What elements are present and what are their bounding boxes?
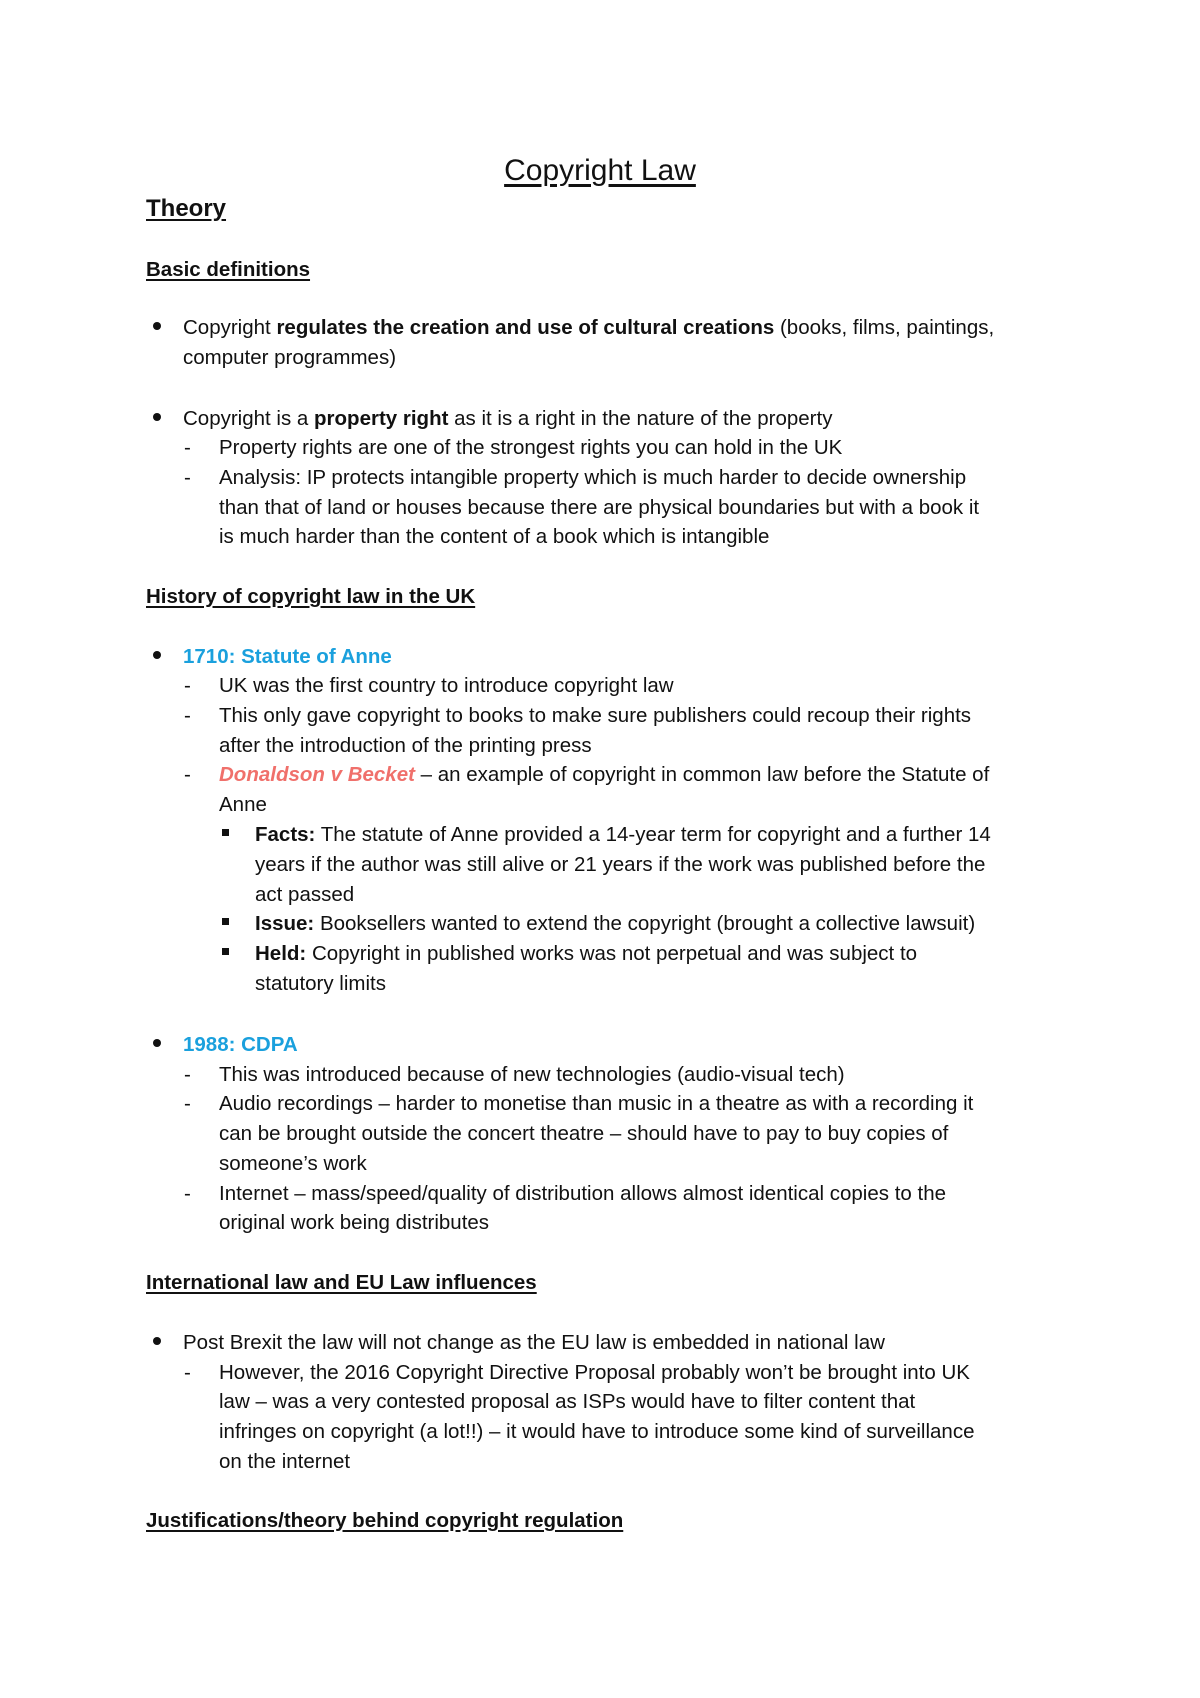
- sub-list-item: Audio recordings – harder to monetise than music in a theatre as with a recording it: [219, 1092, 974, 1115]
- case-held-continuation: statutory limits: [255, 972, 386, 995]
- square-bullet-icon: [222, 948, 229, 955]
- history-heading: History of copyright law in the UK: [146, 585, 476, 608]
- list-item: Copyright regulates the creation and use of cultural creations (books, films, paintings,: [183, 316, 995, 339]
- dash-marker: -: [184, 1361, 191, 1384]
- dash-marker: -: [184, 763, 191, 786]
- sub-list-item-continuation: law – was a very contested proposal as ISPs would have to filter content that: [219, 1390, 916, 1413]
- dash-marker: -: [184, 704, 191, 727]
- dash-marker: -: [184, 674, 191, 697]
- sub-list-item: This was introduced because of new technologies (audio-visual tech): [219, 1063, 845, 1086]
- sub-list-item-continuation: someone’s work: [219, 1152, 367, 1175]
- sub-list-item-continuation: infringes on copyright (a lot!!) – it would have to introduce some kind of surveillance: [219, 1420, 975, 1443]
- dash-marker: -: [184, 436, 191, 459]
- bullet-icon: [153, 413, 161, 421]
- sub-list-item-continuation: Anne: [219, 793, 267, 816]
- dash-marker: -: [184, 1092, 191, 1115]
- list-item-continuation: computer programmes): [183, 346, 397, 369]
- basic-definitions-heading: Basic definitions: [146, 258, 311, 281]
- document-title: Copyright Law: [504, 154, 696, 187]
- sub-list-item-continuation: after the introduction of the printing press: [219, 734, 592, 757]
- sub-list-item: Internet – mass/speed/quality of distribution allows almost identical copies to the: [219, 1182, 946, 1205]
- sub-list-item-continuation: than that of land or houses because there are physical boundaries but with a book it: [219, 496, 980, 519]
- sub-list-item: UK was the first country to introduce copyright law: [219, 674, 674, 697]
- theory-heading: Theory: [146, 195, 227, 222]
- sub-list-item: However, the 2016 Copyright Directive Proposal probably won’t be brought into UK: [219, 1361, 970, 1384]
- bullet-icon: [153, 1039, 161, 1047]
- list-item: Copyright is a property right as it is a right in the nature of the property: [183, 407, 833, 430]
- sub-list-item: Donaldson v Becket – an example of copyright in common law before the Statute of: [219, 763, 990, 786]
- international-law-heading: International law and EU Law influences: [146, 1271, 537, 1294]
- bullet-icon: [153, 651, 161, 659]
- square-bullet-icon: [222, 829, 229, 836]
- bullet-icon: [153, 322, 161, 330]
- case-name: Donaldson v Becket: [219, 763, 415, 786]
- case-facts-continuation: act passed: [255, 883, 355, 906]
- sub-list-item: Property rights are one of the strongest rights you can hold in the UK: [219, 436, 843, 459]
- sub-list-item-continuation: original work being distributes: [219, 1211, 490, 1234]
- dash-marker: -: [184, 1182, 191, 1205]
- cdpa-heading: 1988: CDPA: [183, 1033, 298, 1056]
- dash-marker: -: [184, 466, 191, 489]
- case-facts: Facts: The statute of Anne provided a 14-year term for copyright and a further 14: [255, 823, 991, 846]
- statute-of-anne-heading: 1710: Statute of Anne: [183, 645, 392, 668]
- sub-list-item-continuation: on the internet: [219, 1450, 351, 1473]
- case-held: Held: Copyright in published works was not perpetual and was subject to: [255, 942, 918, 965]
- sub-list-item-continuation: can be brought outside the concert theatre – should have to pay to buy copies of: [219, 1122, 949, 1145]
- sub-list-item-continuation: is much harder than the content of a book which is intangible: [219, 525, 770, 548]
- justifications-heading: Justifications/theory behind copyright regulation: [146, 1509, 624, 1532]
- case-issue: Issue: Booksellers wanted to extend the copyright (brought a collective lawsuit): [255, 912, 976, 935]
- list-item: Post Brexit the law will not change as the EU law is embedded in national law: [183, 1331, 885, 1354]
- case-facts-continuation: years if the author was still alive or 21 years if the work was published before the: [255, 853, 986, 876]
- square-bullet-icon: [222, 918, 229, 925]
- sub-list-item: Analysis: IP protects intangible property which is much harder to decide ownership: [219, 466, 967, 489]
- dash-marker: -: [184, 1063, 191, 1086]
- sub-list-item: This only gave copyright to books to make sure publishers could recoup their rights: [219, 704, 972, 727]
- bullet-icon: [153, 1337, 161, 1345]
